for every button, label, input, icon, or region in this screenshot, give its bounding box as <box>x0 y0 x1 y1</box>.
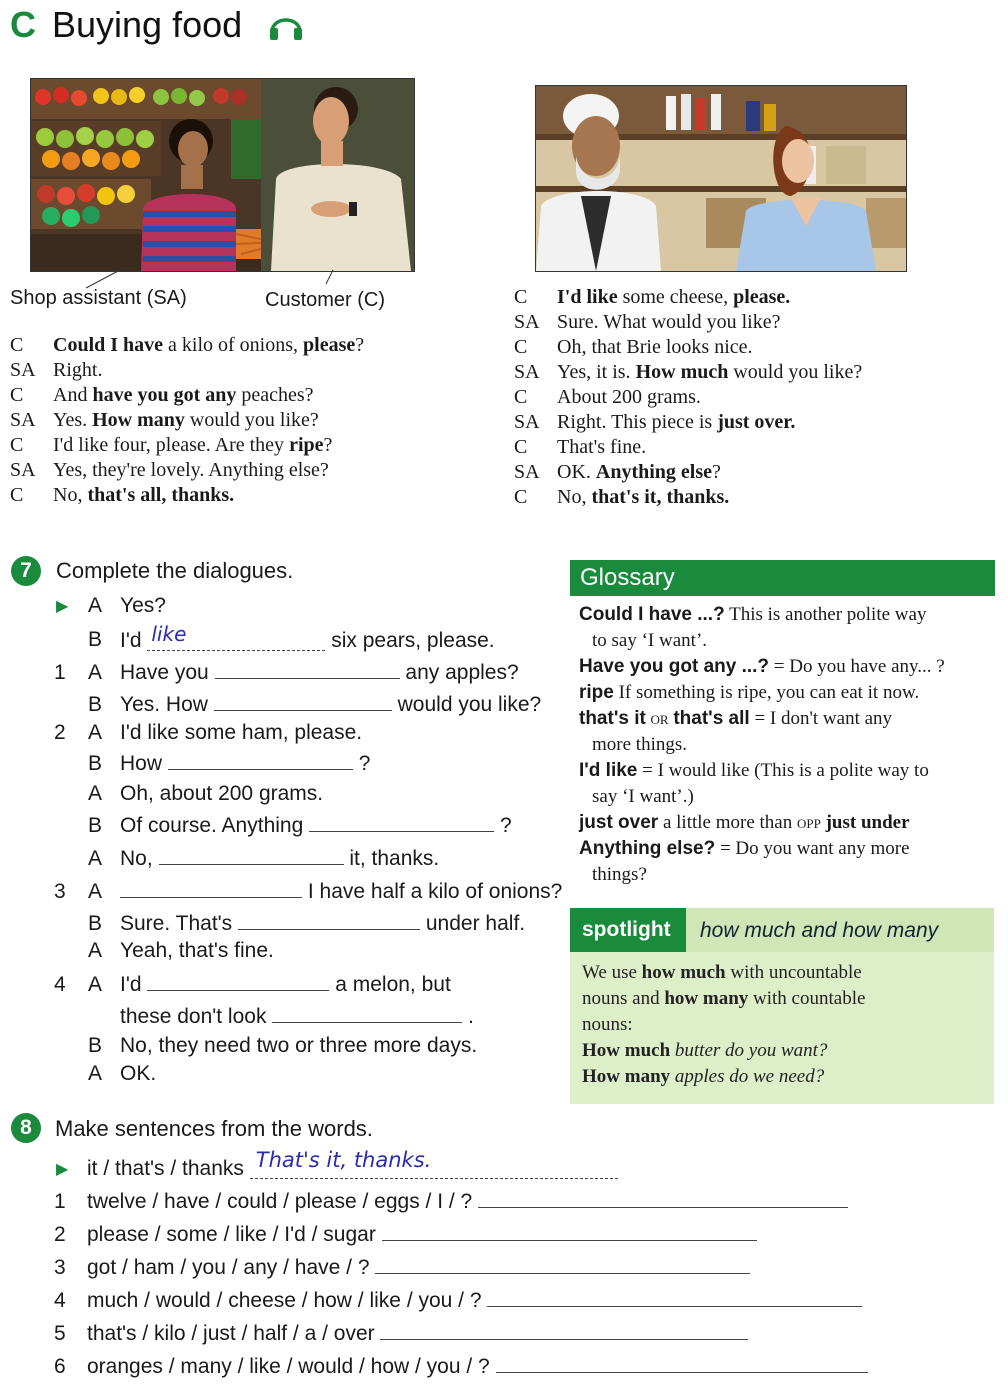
example-b-pre: I'd <box>120 629 142 652</box>
item-3-b-post: under half. <box>425 912 526 935</box>
glossary-term: Could I have ...? <box>579 604 725 625</box>
exercise-8-number <box>11 1113 41 1143</box>
dialogue-bold-phrase: How many <box>92 409 185 431</box>
dialogue-line <box>10 408 319 433</box>
spotlight-line2-post: with countable <box>753 988 866 1009</box>
glossary-entry <box>579 706 994 733</box>
example-a-label: A <box>88 594 103 617</box>
spotlight-line-1 <box>582 960 987 986</box>
dialogue-text: would you like? <box>728 361 863 383</box>
ex8-example-arrow-icon: ▶ <box>56 1161 69 1178</box>
glossary-continuation: say ‘I want’.) <box>592 786 694 807</box>
ex8-item-number: 5 <box>54 1322 66 1345</box>
item-1-a-post: any apples? <box>405 661 519 684</box>
item-3-a-label: A <box>88 880 103 903</box>
speaker-label: C <box>514 286 528 308</box>
dialogue-line <box>10 358 102 383</box>
dialogue-text: Oh, that Brie looks nice. <box>557 336 753 358</box>
item-2-a1-label: A <box>88 721 103 744</box>
speaker-label: C <box>514 436 528 458</box>
glossary-header <box>570 560 995 596</box>
dialogue-text: And <box>53 384 93 406</box>
dialogue-bold-phrase: that's all, thanks. <box>87 484 235 506</box>
item-3-b-line <box>120 912 525 936</box>
ex8-example-answer-blank <box>250 1148 618 1179</box>
glossary-definition: This is another polite way <box>729 604 927 625</box>
spotlight-example-1 <box>582 1038 987 1064</box>
section-title: Buying food <box>52 4 243 45</box>
ex8-answer-blank[interactable] <box>496 1372 868 1373</box>
ex8-example-answer: That's it, thanks. <box>255 1148 432 1172</box>
item-3-b-blank[interactable] <box>238 929 420 930</box>
item-4-a-label: A <box>88 973 103 996</box>
speaker-label: SA <box>10 409 36 431</box>
item-3-b-label: B <box>88 912 103 935</box>
example-arrow-icon: ▶ <box>56 598 69 615</box>
market-scene <box>31 79 414 271</box>
glossary-definition: = I would like (This is a polite way to <box>642 760 929 781</box>
example-answer-blank <box>147 622 325 651</box>
glossary-term: Anything else? <box>579 838 716 859</box>
item-2-number: 2 <box>54 721 66 744</box>
item-1-b-line <box>120 693 541 717</box>
item-2-a2-label: A <box>88 782 103 805</box>
item-1-b-post: would you like? <box>397 693 542 716</box>
headphones-icon[interactable] <box>268 10 304 42</box>
glossary-term: I'd like <box>579 760 638 781</box>
glossary-or: OR <box>650 712 669 727</box>
item-3-a-post: I have half a kilo of onions? <box>307 880 563 903</box>
dialogue-line <box>514 310 780 335</box>
example-answer: like <box>151 622 187 646</box>
ex8-item-number: 6 <box>54 1355 66 1378</box>
speaker-label: SA <box>514 361 540 383</box>
item-4-number: 4 <box>54 973 66 996</box>
item-4-a-line <box>120 973 451 997</box>
example-b-post: six pears, please. <box>331 629 495 652</box>
section-letter: C <box>10 4 36 45</box>
exercise-7-number <box>11 556 41 586</box>
speaker-label: C <box>514 486 528 508</box>
example-b-line <box>120 622 495 653</box>
glossary-term: that's it <box>579 708 646 729</box>
item-2-a3-post: it, thanks. <box>349 847 440 870</box>
dialogue-bold-phrase: ripe <box>289 434 324 456</box>
dialogue-text: Yes, they're lovely. Anything else? <box>53 459 329 481</box>
spotlight-title: how much and how many <box>700 919 939 942</box>
ex8-answer-blank[interactable] <box>375 1273 750 1274</box>
dialogue-text: No, <box>557 486 592 508</box>
item-4-a-line2 <box>120 1005 474 1029</box>
glossary-entry <box>579 602 994 628</box>
cheese-shop-illustration <box>535 85 907 272</box>
glossary-term: ripe <box>579 682 614 703</box>
item-2-a3-label: A <box>88 847 103 870</box>
ex8-item-prompt: got / ham / you / any / have / ? <box>87 1256 370 1279</box>
dialogue-text: ? <box>712 461 721 483</box>
spotlight-ex1-italic: butter do you want? <box>674 1040 828 1061</box>
glossary-opp: OPP <box>796 816 821 831</box>
ex8-answer-blank[interactable] <box>487 1306 862 1307</box>
item-3-a-blank[interactable] <box>120 897 302 898</box>
dialogue-text: would you like? <box>184 409 319 431</box>
dialogue-text: ? <box>355 334 365 356</box>
item-4-a-line2-post: . <box>468 1005 474 1028</box>
dialogue-text: peaches? <box>236 384 314 406</box>
dialogue-line <box>10 433 332 458</box>
ex8-item-prompt: that's / kilo / just / half / a / over <box>87 1322 375 1345</box>
glossary-entry <box>579 680 994 706</box>
label-customer: Customer (C) <box>265 289 386 311</box>
glossary-continuation: things? <box>592 864 647 885</box>
glossary-definition: If something is ripe, you can eat it now. <box>618 682 920 703</box>
dialogue-line <box>10 483 234 508</box>
exercise-7 <box>0 552 565 1092</box>
exercise-8-title: Make sentences from the words. <box>55 1116 373 1141</box>
dialogue-text: That's fine. <box>557 436 647 458</box>
ex8-item-number: 1 <box>54 1190 66 1213</box>
ex8-item-line <box>87 1190 848 1214</box>
dialogue-text: About 200 grams. <box>557 386 701 408</box>
item-1-a-line <box>120 661 519 685</box>
dialogue-line <box>10 333 364 358</box>
dialogue-text: Sure. What would you like? <box>557 311 781 333</box>
dialogue-line <box>514 360 862 385</box>
dialogue-bold-phrase: please <box>303 334 356 356</box>
item-4-b-text: No, they need two or three more days. <box>120 1034 478 1057</box>
item-4-a-pre: I'd <box>120 973 142 996</box>
dialogue-line <box>10 458 329 483</box>
ex8-item-line <box>87 1355 868 1379</box>
item-2-b2-blank[interactable] <box>309 831 494 832</box>
glossary-definition: = Do you want any more <box>719 838 910 859</box>
speaker-label: SA <box>514 411 540 433</box>
dialogue-line <box>514 460 721 485</box>
spotlight-example-2 <box>582 1064 987 1090</box>
exercise-8 <box>0 1110 1008 1400</box>
item-3-a2-text: Yeah, that's fine. <box>120 939 274 962</box>
spotlight-line2-bold: how many <box>664 988 749 1009</box>
spotlight-line1-post: with uncountable <box>730 962 862 983</box>
example-a-text: Yes? <box>120 594 166 617</box>
glossary-entry <box>579 810 994 837</box>
ex8-item-prompt: much / would / cheese / how / like / you / ? <box>87 1289 482 1312</box>
ex8-answer-blank[interactable] <box>478 1207 848 1208</box>
item-4-a2-label: A <box>88 1062 103 1085</box>
ex8-item-prompt: please / some / like / I'd / sugar <box>87 1223 376 1246</box>
dialogue-line <box>514 435 646 460</box>
item-2-b1-blank[interactable] <box>168 769 353 770</box>
dialogue-line <box>10 383 314 408</box>
ex8-item-prompt: oranges / many / like / would / how / you / ? <box>87 1355 490 1378</box>
label-shop-assistant: Shop assistant (SA) <box>10 287 187 309</box>
dialogue-line <box>514 385 701 410</box>
item-4-a-line2-pre: these don't look <box>120 1005 267 1028</box>
speaker-label: SA <box>514 461 540 483</box>
glossary-term: Have you got any ...? <box>579 656 770 677</box>
dialogue-text: Right. This piece is <box>557 411 718 433</box>
ex8-example-prompt: it / that's / thanks <box>87 1157 244 1180</box>
spotlight-line1-pre: We use <box>582 962 637 983</box>
item-4-a-post: a melon, but <box>335 973 451 996</box>
dialogue-text: I'd like four, please. Are they <box>53 434 290 456</box>
dialogue-text: Right. <box>53 359 103 381</box>
glossary-term-2: that's all <box>673 708 750 729</box>
dialogue-text: Yes, it is. <box>557 361 636 383</box>
item-2-a3-blank[interactable] <box>159 864 344 865</box>
glossary-term-2: just under <box>825 812 910 833</box>
ex8-item-line <box>87 1322 748 1346</box>
spotlight-ex1-bold: How much <box>582 1040 671 1061</box>
spotlight-box <box>570 908 994 1104</box>
dialogue-line <box>514 285 790 310</box>
dialogue-text: a kilo of onions, <box>163 334 304 356</box>
dialogue-bold-phrase: Could I have <box>53 334 164 356</box>
dialogue-text: OK. <box>557 461 596 483</box>
dialogue-bold-phrase: just over. <box>717 411 796 433</box>
glossary-box <box>570 560 995 890</box>
market-illustration <box>30 78 415 272</box>
dialogue-bold-phrase: Anything else <box>595 461 713 483</box>
item-2-b1-label: B <box>88 752 103 775</box>
dialogue-line <box>514 485 729 510</box>
dialogue-text: ? <box>323 434 333 456</box>
item-4-a-blank[interactable] <box>147 990 329 991</box>
ex8-item-line <box>87 1256 750 1280</box>
item-2-a2-text: Oh, about 200 grams. <box>120 782 324 805</box>
spotlight-ex2-bold: How many <box>582 1066 671 1087</box>
item-2-b1-line <box>120 752 370 776</box>
item-2-a1-text: I'd like some ham, please. <box>120 721 363 744</box>
ex8-item-line <box>87 1223 757 1247</box>
speaker-label: C <box>514 386 528 408</box>
item-2-b2-post: ? <box>499 814 512 837</box>
item-3-a2-label: A <box>88 939 103 962</box>
speaker-label: SA <box>10 459 36 481</box>
speaker-label: SA <box>514 311 540 333</box>
item-2-b1-pre: How <box>120 752 163 775</box>
exercise-8-number-text: 8 <box>20 1116 32 1139</box>
glossary-term: just over <box>579 812 659 833</box>
item-3-a-line <box>120 880 562 904</box>
speaker-label: C <box>10 334 24 356</box>
item-1-a-pre: Have you <box>120 661 209 684</box>
item-1-a-blank[interactable] <box>215 678 400 679</box>
glossary-definition: = Do you have any... ? <box>773 656 945 677</box>
item-4-b-label: B <box>88 1034 103 1057</box>
dialogue-line <box>514 410 795 435</box>
ex8-item-number: 4 <box>54 1289 66 1312</box>
dialogue-bold-phrase: have you got any <box>92 384 237 406</box>
item-2-b2-label: B <box>88 814 103 837</box>
spotlight-line2-pre: nouns and <box>582 988 660 1009</box>
ex8-item-number: 2 <box>54 1223 66 1246</box>
item-1-b-blank[interactable] <box>214 710 392 711</box>
dialogue-text: some cheese, <box>617 286 734 308</box>
speaker-label: SA <box>10 359 36 381</box>
spotlight-body <box>582 960 987 1090</box>
item-2-b1-post: ? <box>358 752 371 775</box>
item-2-a3-pre: No, <box>120 847 153 870</box>
spotlight-line-3: nouns: <box>582 1014 633 1035</box>
glossary-definition: = I don't want any <box>754 708 893 729</box>
ex8-item-number: 3 <box>54 1256 66 1279</box>
ex8-answer-blank[interactable] <box>382 1240 757 1241</box>
speaker-label: C <box>514 336 528 358</box>
ex8-example-line <box>87 1148 618 1181</box>
spotlight-header <box>570 908 994 952</box>
spotlight-ex2-italic: apples do we need? <box>674 1066 825 1087</box>
speaker-label: C <box>10 384 24 406</box>
item-1-a-label: A <box>88 661 103 684</box>
ex8-item-line <box>87 1289 862 1313</box>
dialogue-text: No, <box>53 484 88 506</box>
glossary-entry <box>579 654 994 680</box>
item-3-number: 3 <box>54 880 66 903</box>
item-4-a2-text: OK. <box>120 1062 157 1085</box>
dialogue-text: Yes. <box>53 409 93 431</box>
glossary-continuation: to say ‘I want’. <box>592 630 708 651</box>
glossary-title: Glossary <box>580 564 675 591</box>
ex8-answer-blank[interactable] <box>380 1339 748 1340</box>
ex8-item-prompt: twelve / have / could / please / eggs / I / ? <box>87 1190 473 1213</box>
speaker-label: C <box>10 484 24 506</box>
spotlight-line1-bold: how much <box>641 962 726 983</box>
item-2-b2-line <box>120 814 512 838</box>
item-4-a-line2-blank[interactable] <box>272 1022 462 1023</box>
item-3-b-pre: Sure. That's <box>120 912 233 935</box>
item-1-number: 1 <box>54 661 66 684</box>
spotlight-tag <box>570 908 686 952</box>
item-1-b-pre: Yes. How <box>120 693 208 716</box>
spotlight-line-2 <box>582 986 987 1012</box>
spotlight-tag-text: spotlight <box>582 918 671 941</box>
item-1-b-label: B <box>88 693 103 716</box>
dialogue-bold-phrase: that's it, thanks. <box>591 486 730 508</box>
exercise-7-title: Complete the dialogues. <box>56 558 294 583</box>
dialogue-bold-phrase: How much <box>635 361 729 383</box>
glossary-continuation: more things. <box>592 734 687 755</box>
item-2-b2-pre: Of course. Anything <box>120 814 304 837</box>
speaker-label: C <box>10 434 24 456</box>
exercise-7-number-text: 7 <box>20 559 32 582</box>
glossary-definition: a little more than <box>662 812 793 833</box>
example-b-label: B <box>88 628 103 651</box>
glossary-entry <box>579 758 994 784</box>
dialogue-bold-phrase: I'd like <box>557 286 618 308</box>
dialogue-line <box>514 335 753 360</box>
glossary-entry <box>579 836 994 862</box>
item-2-a3-line <box>120 847 439 871</box>
cheese-shop-scene <box>536 86 906 271</box>
dialogue-bold-phrase: please. <box>733 286 791 308</box>
